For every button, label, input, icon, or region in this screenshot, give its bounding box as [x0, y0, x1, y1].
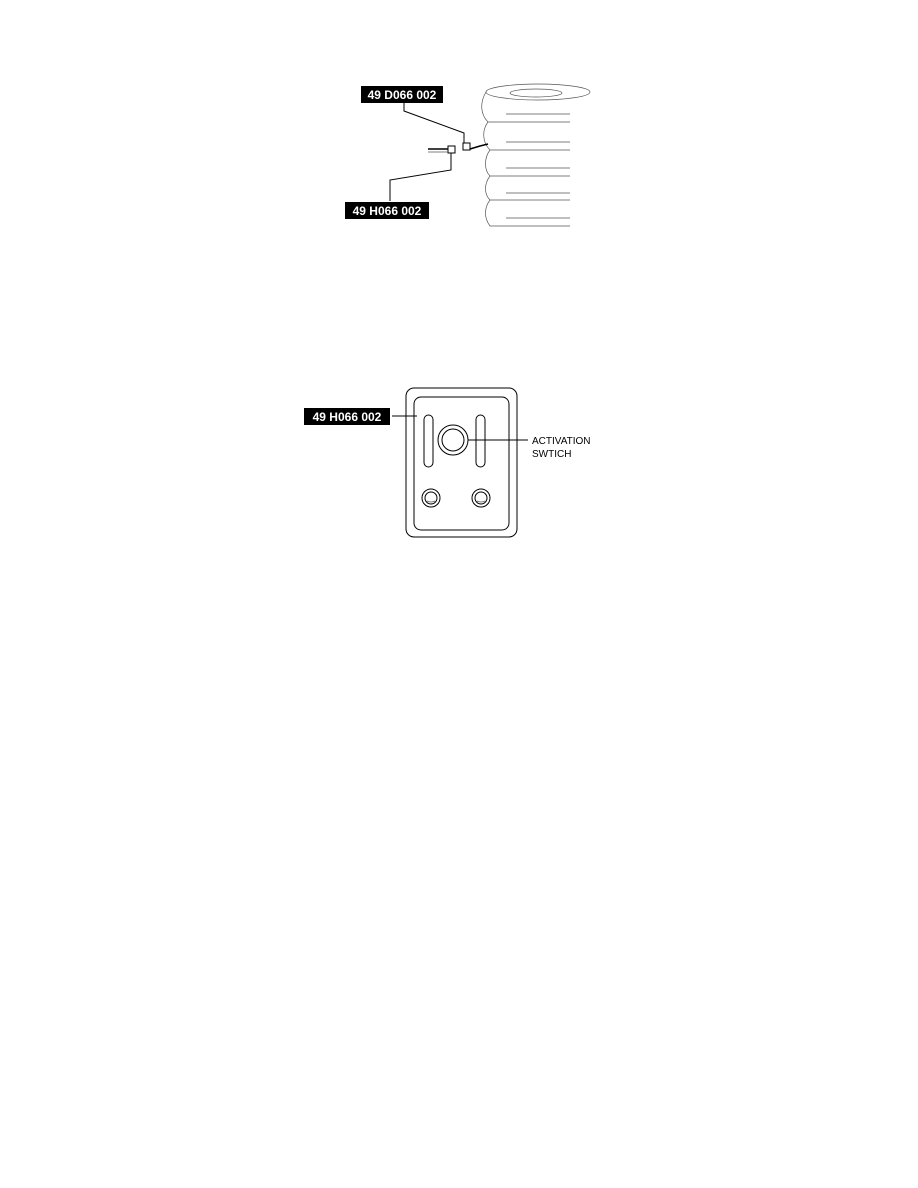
label-49-h066-002 — [345, 202, 429, 219]
activation-switch-button — [438, 425, 468, 455]
indicator-right — [472, 489, 490, 507]
connector-lower — [448, 146, 455, 153]
tool-body-inner — [414, 397, 509, 530]
tire-cable — [470, 144, 488, 149]
tool-front-diagram — [300, 385, 620, 545]
tire-connection-diagram — [330, 78, 580, 238]
label-49-h066-002-tool — [304, 408, 390, 425]
tire-connection-svg — [330, 78, 580, 238]
callout-switch: SWTICH — [532, 449, 572, 460]
svg-text:49 H066 002: 49 H066 002 — [312, 410, 382, 424]
callout-activation: ACTIVATION — [532, 436, 591, 447]
tool-front-svg — [300, 385, 620, 545]
label-49-d066-002 — [361, 86, 443, 103]
slot-left — [424, 415, 433, 467]
tire-stack-illustration — [482, 84, 590, 226]
svg-text:49 H066 002: 49 H066 002 — [352, 204, 422, 218]
tool-body-outer — [406, 388, 517, 537]
connector-upper — [463, 143, 470, 150]
leader-line-upper — [404, 101, 464, 143]
leader-line-lower — [390, 153, 451, 201]
slot-right — [476, 415, 485, 467]
svg-text:49 D066 002: 49 D066 002 — [367, 88, 437, 102]
indicator-left — [422, 489, 440, 507]
